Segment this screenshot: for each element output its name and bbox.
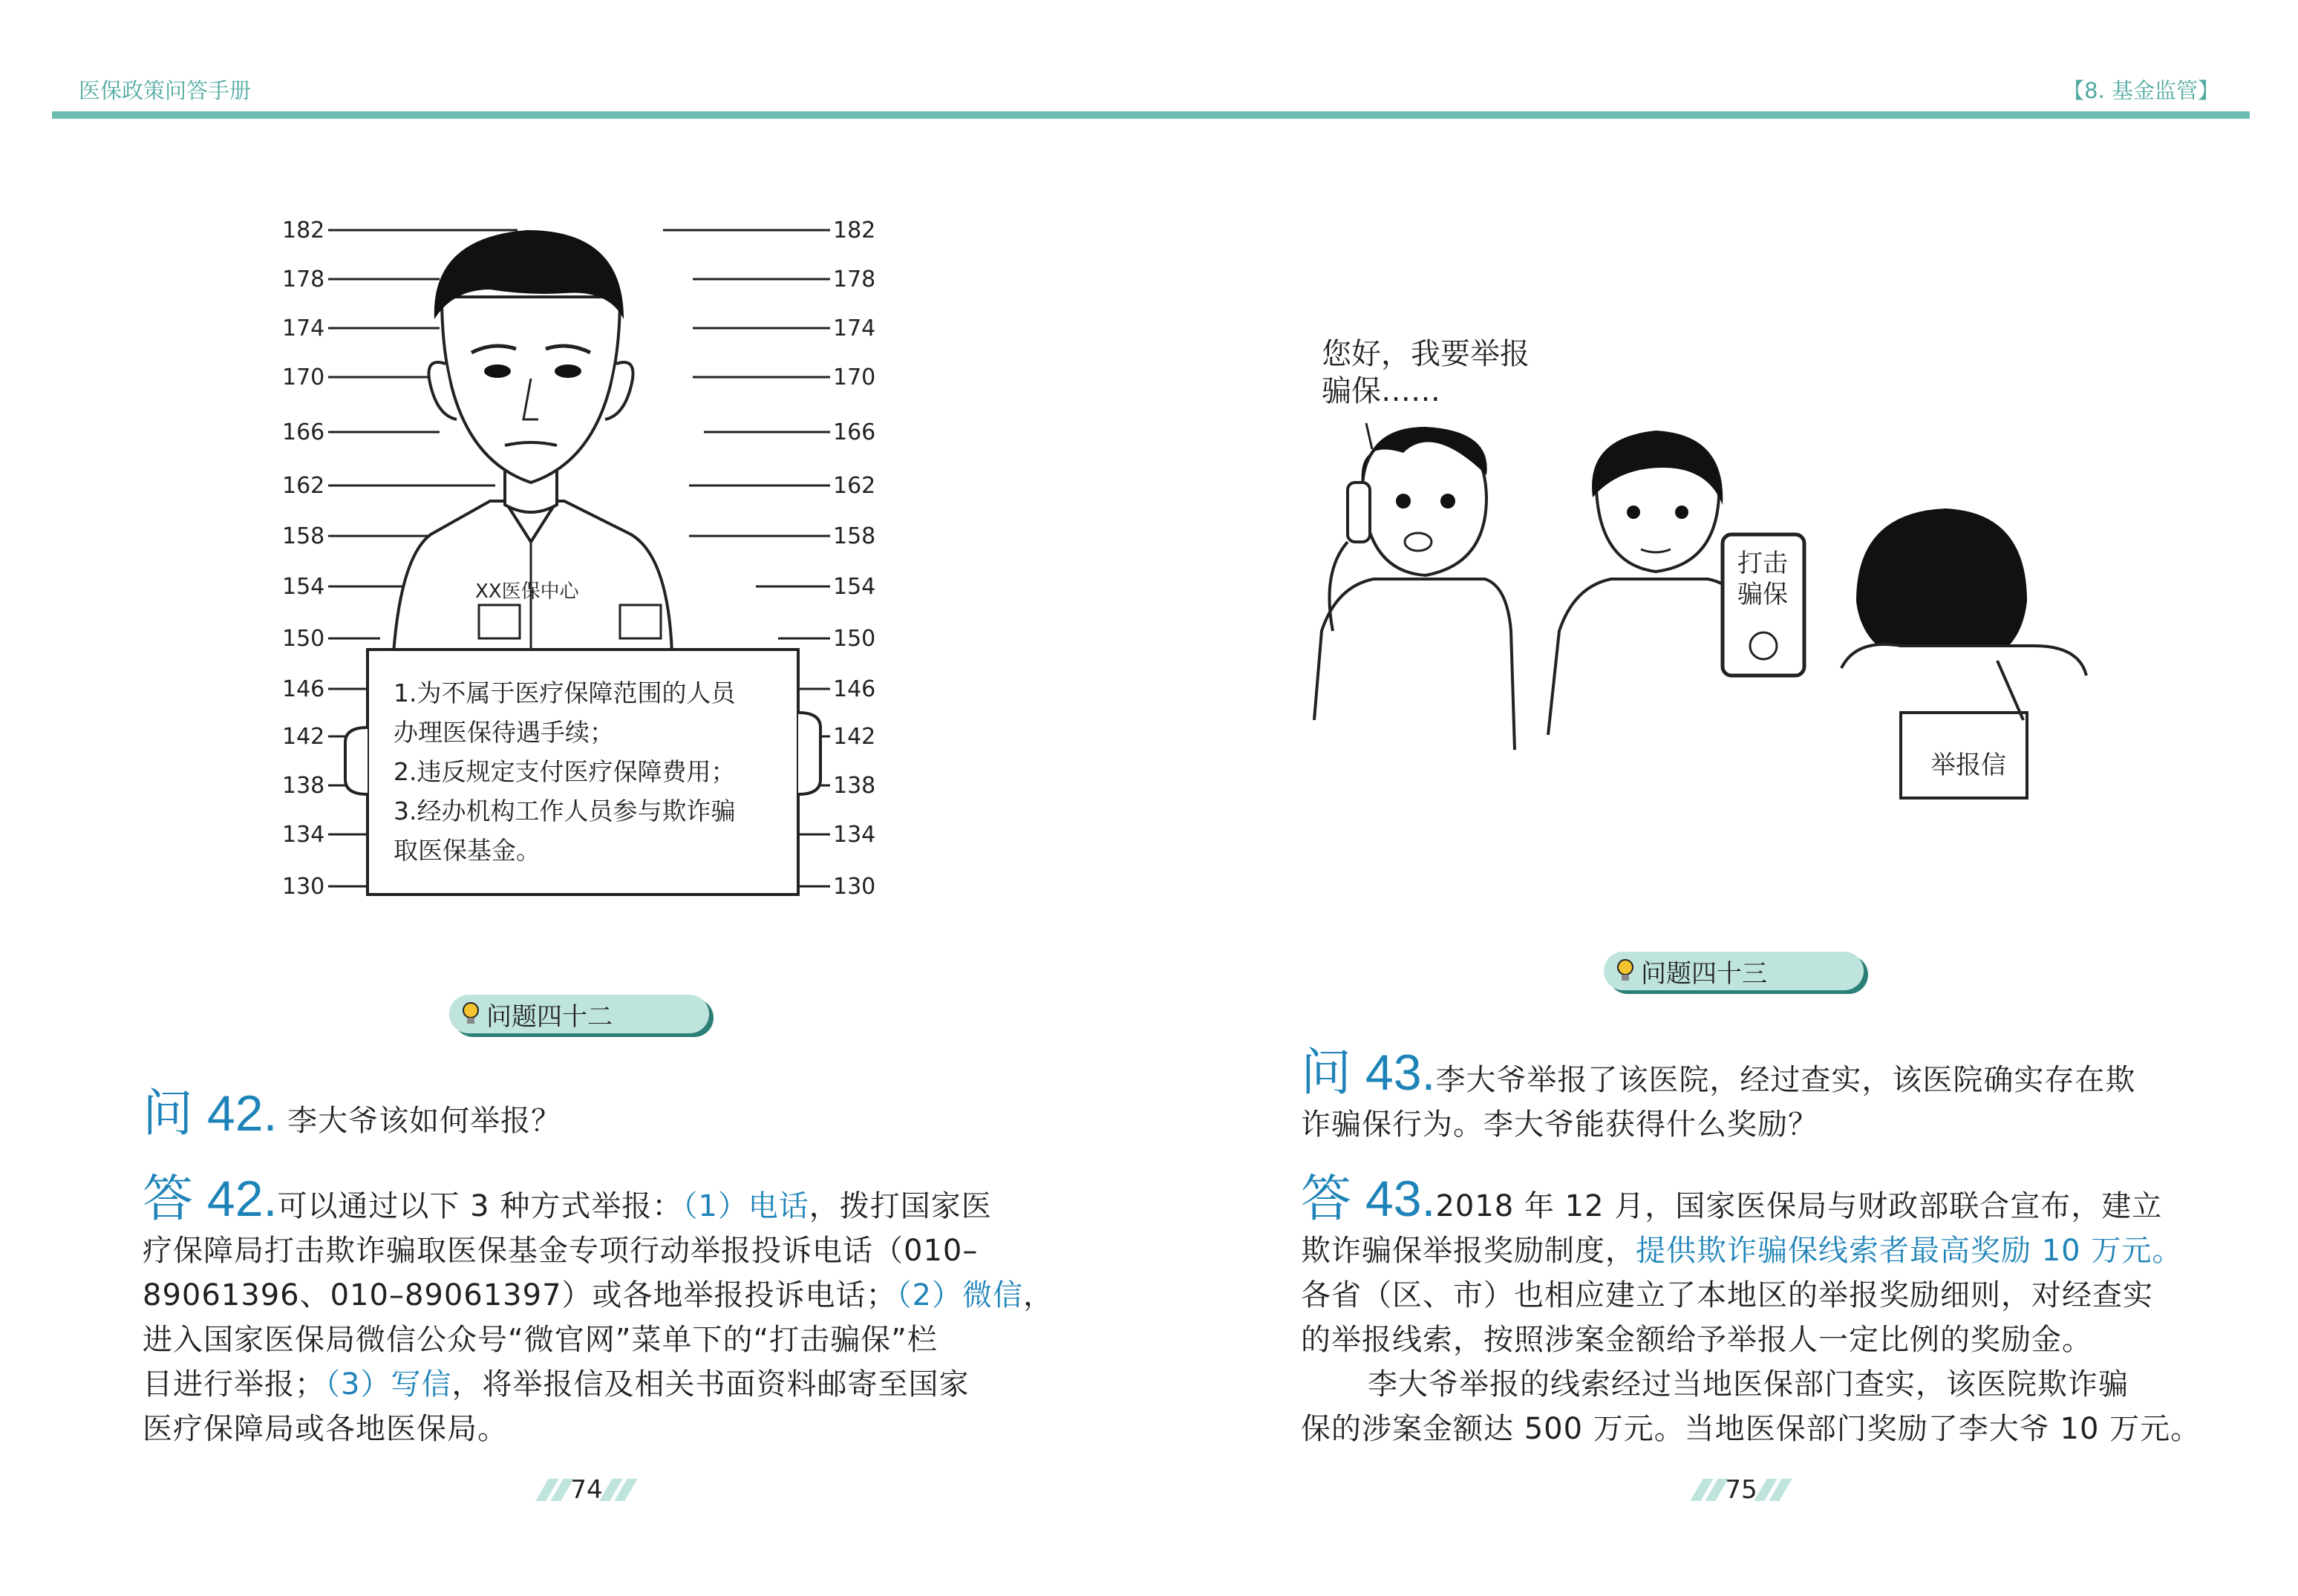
question-43-tag: 问 43. [1301,1044,1436,1101]
page-number-text: 75 [1725,1475,1757,1505]
height-label: 134 [282,822,325,848]
answer-text: ，将举报信及相关书面资料邮寄至国家 [451,1367,970,1402]
sign-line-2: 办理医保待遇手续； [394,718,614,747]
answer-text: 2018 年 12 月，国家医保局与财政部联合宣布，建立 [1435,1189,2163,1223]
answer-text: ， [1023,1278,1054,1312]
height-label: 146 [282,676,325,702]
height-label: 138 [833,773,876,799]
answer-text: 各省（区、市）也相应建立了本地区的举报奖励细则，对经查实 [1301,1278,2153,1312]
height-label: 178 [833,266,876,292]
answer-text: 医疗保障局或各地医保局。 [143,1412,508,1446]
height-label: 178 [282,266,325,292]
phone-text-1: 打击 [1737,549,1788,578]
height-label: 146 [833,676,876,702]
answer-43-tag: 答 43. [1301,1171,1436,1227]
height-label: 138 [282,773,325,799]
reward-highlight: 提供欺诈骗保线索者最高奖励 10 万元。 [1636,1234,2183,1268]
height-label: 158 [282,523,325,549]
height-label: 174 [282,315,325,341]
question-42-badge-label: 问题四十二 [486,1001,613,1032]
question-43-text: 李大爷举报了该医院，经过查实，该医院确实存在欺 [1435,1063,2136,1097]
answer-text: ，拨打国家医 [809,1189,992,1223]
answer-text: 进入国家医保局微信公众号“微官网”菜单下的“打击骗保”栏 [143,1323,938,1357]
sign-line-1: 1.为不属于医疗保障范围的人员 [394,678,736,707]
height-label: 154 [282,574,325,600]
height-label: 154 [833,574,876,600]
height-label: 166 [833,419,876,445]
wechat-method: （2）微信 [896,1278,1023,1312]
question-43-text: 诈骗保行为。李大爷能获得什么奖励？ [1301,1108,1818,1142]
height-label: 170 [833,364,876,390]
height-label: 162 [833,473,876,499]
sign-line-3: 2.违反规定支付医疗保障费用； [394,757,736,786]
question-42-text: 李大爷该如何举报？ [287,1104,562,1138]
page-number-left [535,1474,639,1506]
answer-text: 的举报线索，按照涉案金额给予举报人一定比例的奖励金。 [1301,1323,2092,1357]
height-label: 182 [833,218,876,243]
height-label: 162 [282,473,325,499]
book-title: 医保政策问答手册 [79,78,252,103]
height-label: 174 [833,315,876,341]
header-rule [52,111,2250,119]
sign-line-4: 3.经办机构工作人员参与欺诈骗 [394,797,736,825]
height-label: 130 [833,874,876,900]
answer-text: 89061396、010–89061397）或各地举报投诉电话； [143,1278,897,1312]
height-label: 182 [282,218,325,243]
question-42-tag: 问 42. [143,1085,278,1142]
letter-method: （3）写信 [325,1367,452,1402]
height-label: 158 [833,523,876,549]
height-label: 166 [282,419,325,445]
question-43-badge [1604,952,1864,990]
page-number-text: 74 [570,1475,603,1505]
shirt-label: XX医保中心 [475,580,579,603]
height-label: 142 [833,724,876,750]
page-number-right [1689,1474,1793,1506]
answer-text: 李大爷举报的线索经过当地医保部门查实，该医院欺诈骗 [1368,1367,2129,1402]
question-43 [1301,1044,2136,1147]
mugshot-illustration [282,208,906,913]
speech-line-2: 骗保…… [1322,374,1440,408]
answer-text: 保的涉案金额达 500 万元。当地医保部门奖励了李大爷 10 万元。 [1301,1412,2201,1446]
reporting-illustration [1292,319,2153,802]
question-42-badge [449,995,709,1033]
question-42 [143,1085,562,1143]
answer-text: 目进行举报； [143,1367,325,1402]
letter-label: 举报信 [1930,750,2006,780]
height-label: 170 [282,364,325,390]
phone-method: （1）电话 [682,1189,809,1223]
answer-43 [1301,1171,2201,1451]
answer-42-tag: 答 42. [143,1171,278,1227]
sign-line-5: 取医保基金。 [394,836,541,865]
section-title: 【8. 基金监管】 [2063,78,2219,103]
height-label: 130 [282,874,325,900]
height-label: 134 [833,822,876,848]
lightbulb-icon [1614,958,1636,984]
height-label: 150 [282,626,325,652]
speech-line-1: 您好，我要举报 [1322,337,1530,371]
answer-text: 疗保障局打击欺诈骗取医保基金专项行动举报投诉电话（010– [143,1234,979,1268]
lightbulb-icon [460,1001,482,1027]
answer-text: 欺诈骗保举报奖励制度， [1301,1234,1636,1268]
phone-text-2: 骗保 [1737,580,1788,609]
answer-42 [143,1171,1054,1451]
answer-text: 可以通过以下 3 种方式举报： [277,1189,683,1223]
question-43-badge-label: 问题四十三 [1641,958,1767,989]
height-label: 142 [282,724,325,750]
height-label: 150 [833,626,876,652]
